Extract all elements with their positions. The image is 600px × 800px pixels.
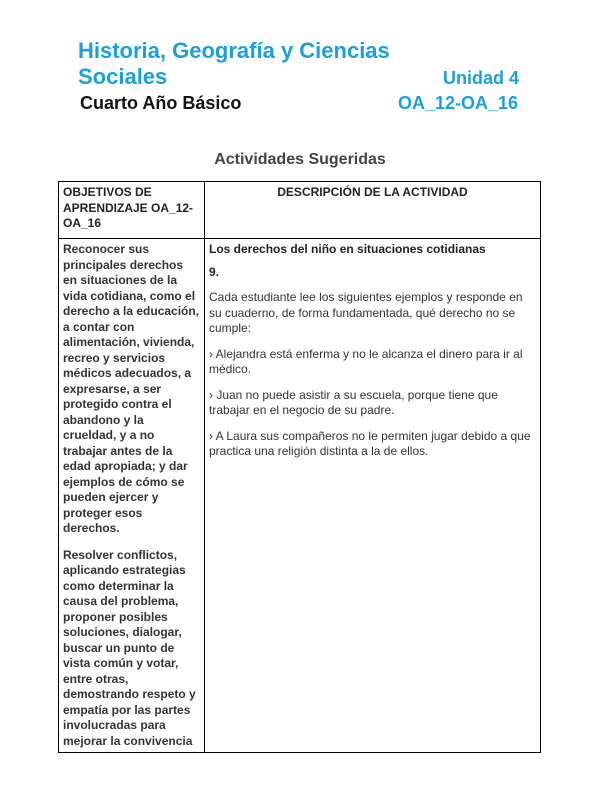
table-header-row: [59, 182, 541, 239]
activity-intro: Cada estudiante lee los siguientes ejemplos y responde en su cuaderno, de forma fundamentada, qué derecho no se cumple:: [209, 290, 523, 335]
activity-example: › A Laura sus compañeros no le permiten jugar debido a que practica una religión distinta a la de ellos.: [209, 428, 531, 458]
subject-title: Historia, Geografía y Ciencias Sociales: [78, 38, 390, 89]
objectives-cell: [59, 239, 205, 753]
objectives-code: OA_12-OA_16: [398, 93, 519, 113]
activity-header: DESCRIPCIÓN DE LA ACTIVIDAD: [205, 182, 541, 239]
objective-text: Resolver conflictos, aplicando estrategias como determinar la causa del problema, proponer posibles soluciones, dialogar, buscar un punto de vista común y votar, entre otras, demostrando respeto y empatía por las partes involucradas para mejorar la convivencia: [63, 547, 196, 748]
table-row: [59, 239, 541, 753]
unit-label: Unidad 4: [443, 68, 520, 88]
objective-text: Reconocer sus principales derechos en situaciones de la vida cotidiana, como el derecho a la educación, a contar con alimentación, vivienda, recreo y servicios médicos adecuados, a expresarse, a ser protegido contra el abandono y la crueldad, y a no trabajar antes de la edad apropiada; y dar ejemplos de cómo se pueden ejercer y proteger esos derechos.: [63, 242, 200, 535]
activity-example: › Alejandra está enferma y no le alcanza el dinero para ir al médico.: [209, 346, 523, 376]
objectives-header: OBJETIVOS DE APRENDIZAJE OA_12-OA_16: [59, 182, 205, 239]
activities-table: [58, 181, 541, 753]
activity-title: Los derechos del niño en situaciones cotidianas: [209, 242, 486, 256]
activity-cell: [205, 239, 541, 753]
activity-example: › Juan no puede asistir a su escuela, porque tiene que trabajar en el negocio de su padre.: [209, 387, 498, 417]
activity-number: 9.: [209, 264, 220, 279]
grade-label: Cuarto Año Básico: [80, 93, 242, 113]
section-title: Actividades Sugeridas: [214, 151, 386, 168]
